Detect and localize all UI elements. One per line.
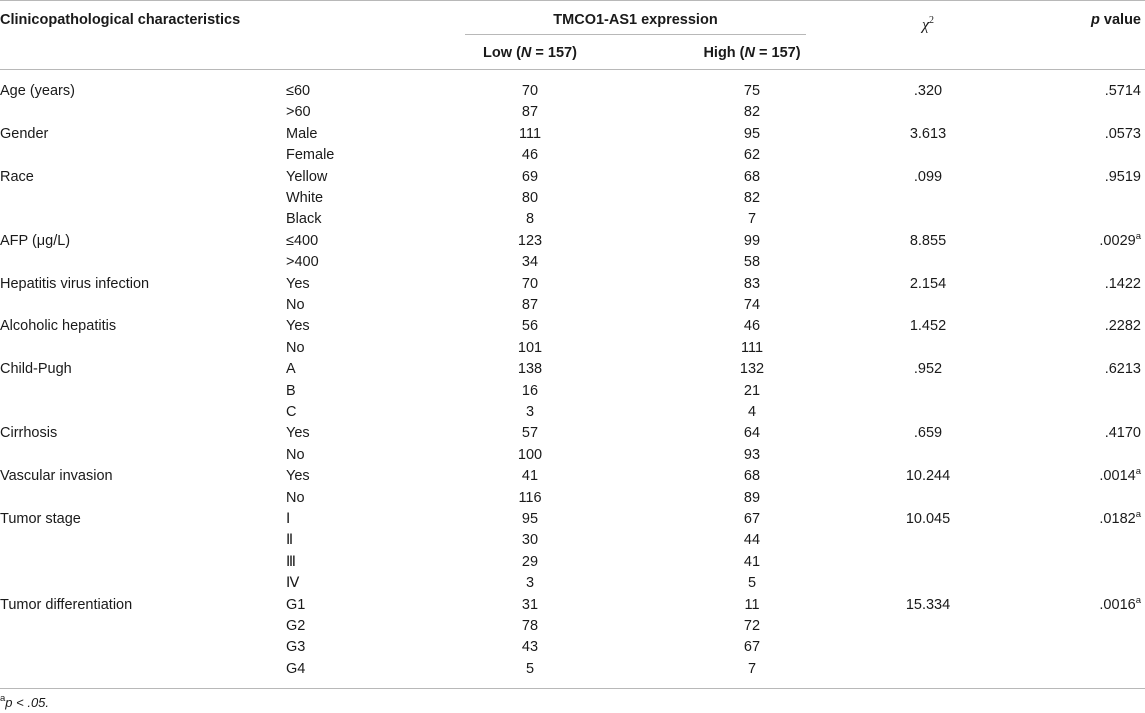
row-subgroup: A	[286, 361, 296, 377]
row-subgroup: ≤60	[286, 83, 311, 99]
significance-mark: a	[1135, 595, 1141, 606]
row-characteristic: Alcoholic hepatitis	[0, 318, 117, 334]
header-high: High (N = 157)	[703, 45, 801, 61]
row-subgroup: Ⅲ	[286, 554, 296, 570]
row-subgroup: Ⅳ	[286, 575, 300, 591]
row-high-count: 41	[743, 554, 761, 570]
row-subgroup: Ⅱ	[286, 532, 294, 548]
row-low-count: 3	[525, 404, 535, 420]
row-subgroup: Male	[286, 126, 318, 142]
header-chi-square: $\chi^2$	[921, 15, 935, 34]
row-low-count: 87	[521, 297, 539, 313]
row-high-count: 72	[743, 618, 761, 634]
row-high-count: 64	[743, 425, 761, 441]
row-low-count: 57	[521, 425, 539, 441]
row-high-count: 4	[747, 404, 757, 420]
row-subgroup: >400	[286, 254, 319, 270]
row-low-count: 8	[525, 211, 535, 227]
row-high-count: 67	[743, 511, 761, 527]
row-p-value: .9519	[1104, 169, 1141, 185]
row-chi-square: .952	[913, 361, 943, 377]
row-characteristic: Hepatitis virus infection	[0, 276, 150, 292]
row-low-count: 30	[521, 532, 539, 548]
row-chi-square: 8.855	[909, 233, 947, 249]
row-high-count: 75	[743, 83, 761, 99]
row-subgroup: Ⅰ	[286, 511, 291, 527]
row-low-count: 46	[521, 147, 539, 163]
row-subgroup: G4	[286, 661, 306, 677]
significance-mark: a	[1135, 509, 1141, 520]
row-p-value: .0014$^a$	[1099, 466, 1141, 484]
row-characteristic: Race	[0, 169, 34, 185]
row-low-count: 3	[525, 575, 535, 591]
row-low-count: 123	[517, 233, 543, 249]
row-subgroup: ≤400	[286, 233, 319, 249]
row-subgroup: G2	[286, 618, 306, 634]
table-bottom-rule	[0, 688, 1145, 689]
significance-mark: a	[1135, 231, 1141, 242]
header-rule	[0, 69, 1145, 70]
row-subgroup: G3	[286, 639, 306, 655]
row-p-value: .2282	[1104, 318, 1141, 334]
row-low-count: 41	[521, 468, 539, 484]
row-p-value: .0573	[1104, 126, 1141, 142]
row-low-count: 5	[525, 661, 535, 677]
row-high-count: 74	[743, 297, 761, 313]
row-subgroup: No	[286, 297, 305, 313]
row-low-count: 95	[521, 511, 539, 527]
header-expression-group: TMCO1-AS1 expression	[553, 12, 718, 28]
row-chi-square: 1.452	[909, 318, 947, 334]
row-p-value: .0016$^a$	[1099, 595, 1141, 613]
row-high-count: 82	[743, 104, 761, 120]
row-subgroup: G1	[286, 597, 306, 613]
row-high-count: 46	[743, 318, 761, 334]
row-subgroup: Black	[286, 211, 322, 227]
row-subgroup: Yellow	[286, 169, 328, 185]
row-low-count: 116	[518, 490, 542, 506]
row-high-count: 93	[743, 447, 761, 463]
row-subgroup: No	[286, 447, 305, 463]
row-p-value: .5714	[1104, 83, 1141, 99]
row-high-count: 5	[747, 575, 757, 591]
row-subgroup: White	[286, 190, 324, 206]
row-p-value: .0182$^a$	[1099, 509, 1141, 527]
row-subgroup: Yes	[286, 468, 310, 484]
row-p-value: .6213	[1104, 361, 1141, 377]
row-characteristic: Tumor differentiation	[0, 597, 133, 613]
significance-mark: a	[1135, 466, 1141, 477]
row-high-count: 21	[743, 383, 761, 399]
header-characteristics: Clinicopathological characteristics	[0, 12, 241, 28]
row-chi-square: 15.334	[905, 597, 951, 613]
row-chi-square: .320	[913, 83, 943, 99]
row-low-count: 70	[521, 83, 539, 99]
header-low: Low (N = 157)	[483, 45, 577, 61]
row-high-count: 58	[743, 254, 761, 270]
row-high-count: 67	[743, 639, 761, 655]
row-high-count: 111	[740, 340, 764, 356]
row-high-count: 7	[747, 661, 757, 677]
row-high-count: 95	[743, 126, 761, 142]
row-low-count: 29	[521, 554, 539, 570]
row-low-count: 111	[518, 126, 542, 142]
row-characteristic: Vascular invasion	[0, 468, 113, 484]
row-subgroup: Yes	[286, 318, 310, 334]
row-high-count: 7	[747, 211, 757, 227]
row-low-count: 43	[521, 639, 539, 655]
row-subgroup: B	[286, 383, 296, 399]
row-characteristic: Gender	[0, 126, 49, 142]
footnote: $^a$p < .05.	[0, 693, 50, 710]
row-subgroup: >60	[286, 104, 311, 120]
row-low-count: 87	[521, 104, 539, 120]
group-underline	[465, 34, 806, 35]
row-p-value: .0029$^a$	[1099, 231, 1141, 249]
row-high-count: 99	[743, 233, 761, 249]
row-low-count: 80	[521, 190, 539, 206]
row-low-count: 101	[517, 340, 543, 356]
row-high-count: 68	[743, 468, 761, 484]
row-low-count: 100	[517, 447, 543, 463]
row-chi-square: .099	[913, 169, 943, 185]
row-subgroup: No	[286, 490, 305, 506]
row-high-count: 11	[744, 597, 760, 613]
row-high-count: 83	[743, 276, 761, 292]
row-p-value: .4170	[1104, 425, 1141, 441]
row-low-count: 16	[521, 383, 539, 399]
row-chi-square: .659	[913, 425, 943, 441]
row-chi-square: 10.045	[905, 511, 951, 527]
row-low-count: 56	[521, 318, 539, 334]
row-subgroup: Female	[286, 147, 335, 163]
row-high-count: 44	[743, 532, 761, 548]
row-high-count: 132	[739, 361, 765, 377]
row-characteristic: Tumor stage	[0, 511, 81, 527]
row-low-count: 138	[517, 361, 543, 377]
row-low-count: 69	[521, 169, 539, 185]
row-chi-square: 10.244	[905, 468, 951, 484]
row-characteristic: Cirrhosis	[0, 425, 58, 441]
row-subgroup: No	[286, 340, 305, 356]
row-characteristic: Child-Pugh	[0, 361, 72, 377]
row-subgroup: C	[286, 404, 297, 420]
row-chi-square: 2.154	[909, 276, 947, 292]
row-chi-square: 3.613	[909, 126, 947, 142]
header-p-value: p value	[1091, 12, 1141, 28]
row-p-value: .1422	[1104, 276, 1141, 292]
row-high-count: 68	[743, 169, 761, 185]
row-high-count: 82	[743, 190, 761, 206]
table-top-rule	[0, 0, 1145, 1]
row-low-count: 78	[521, 618, 539, 634]
row-high-count: 89	[743, 490, 761, 506]
row-characteristic: AFP (μg/L)	[0, 233, 71, 249]
row-characteristic: Age (years)	[0, 83, 75, 99]
row-subgroup: Yes	[286, 425, 310, 441]
row-low-count: 34	[521, 254, 539, 270]
row-subgroup: Yes	[286, 276, 310, 292]
row-low-count: 31	[521, 597, 539, 613]
row-high-count: 62	[743, 147, 761, 163]
row-low-count: 70	[521, 276, 539, 292]
